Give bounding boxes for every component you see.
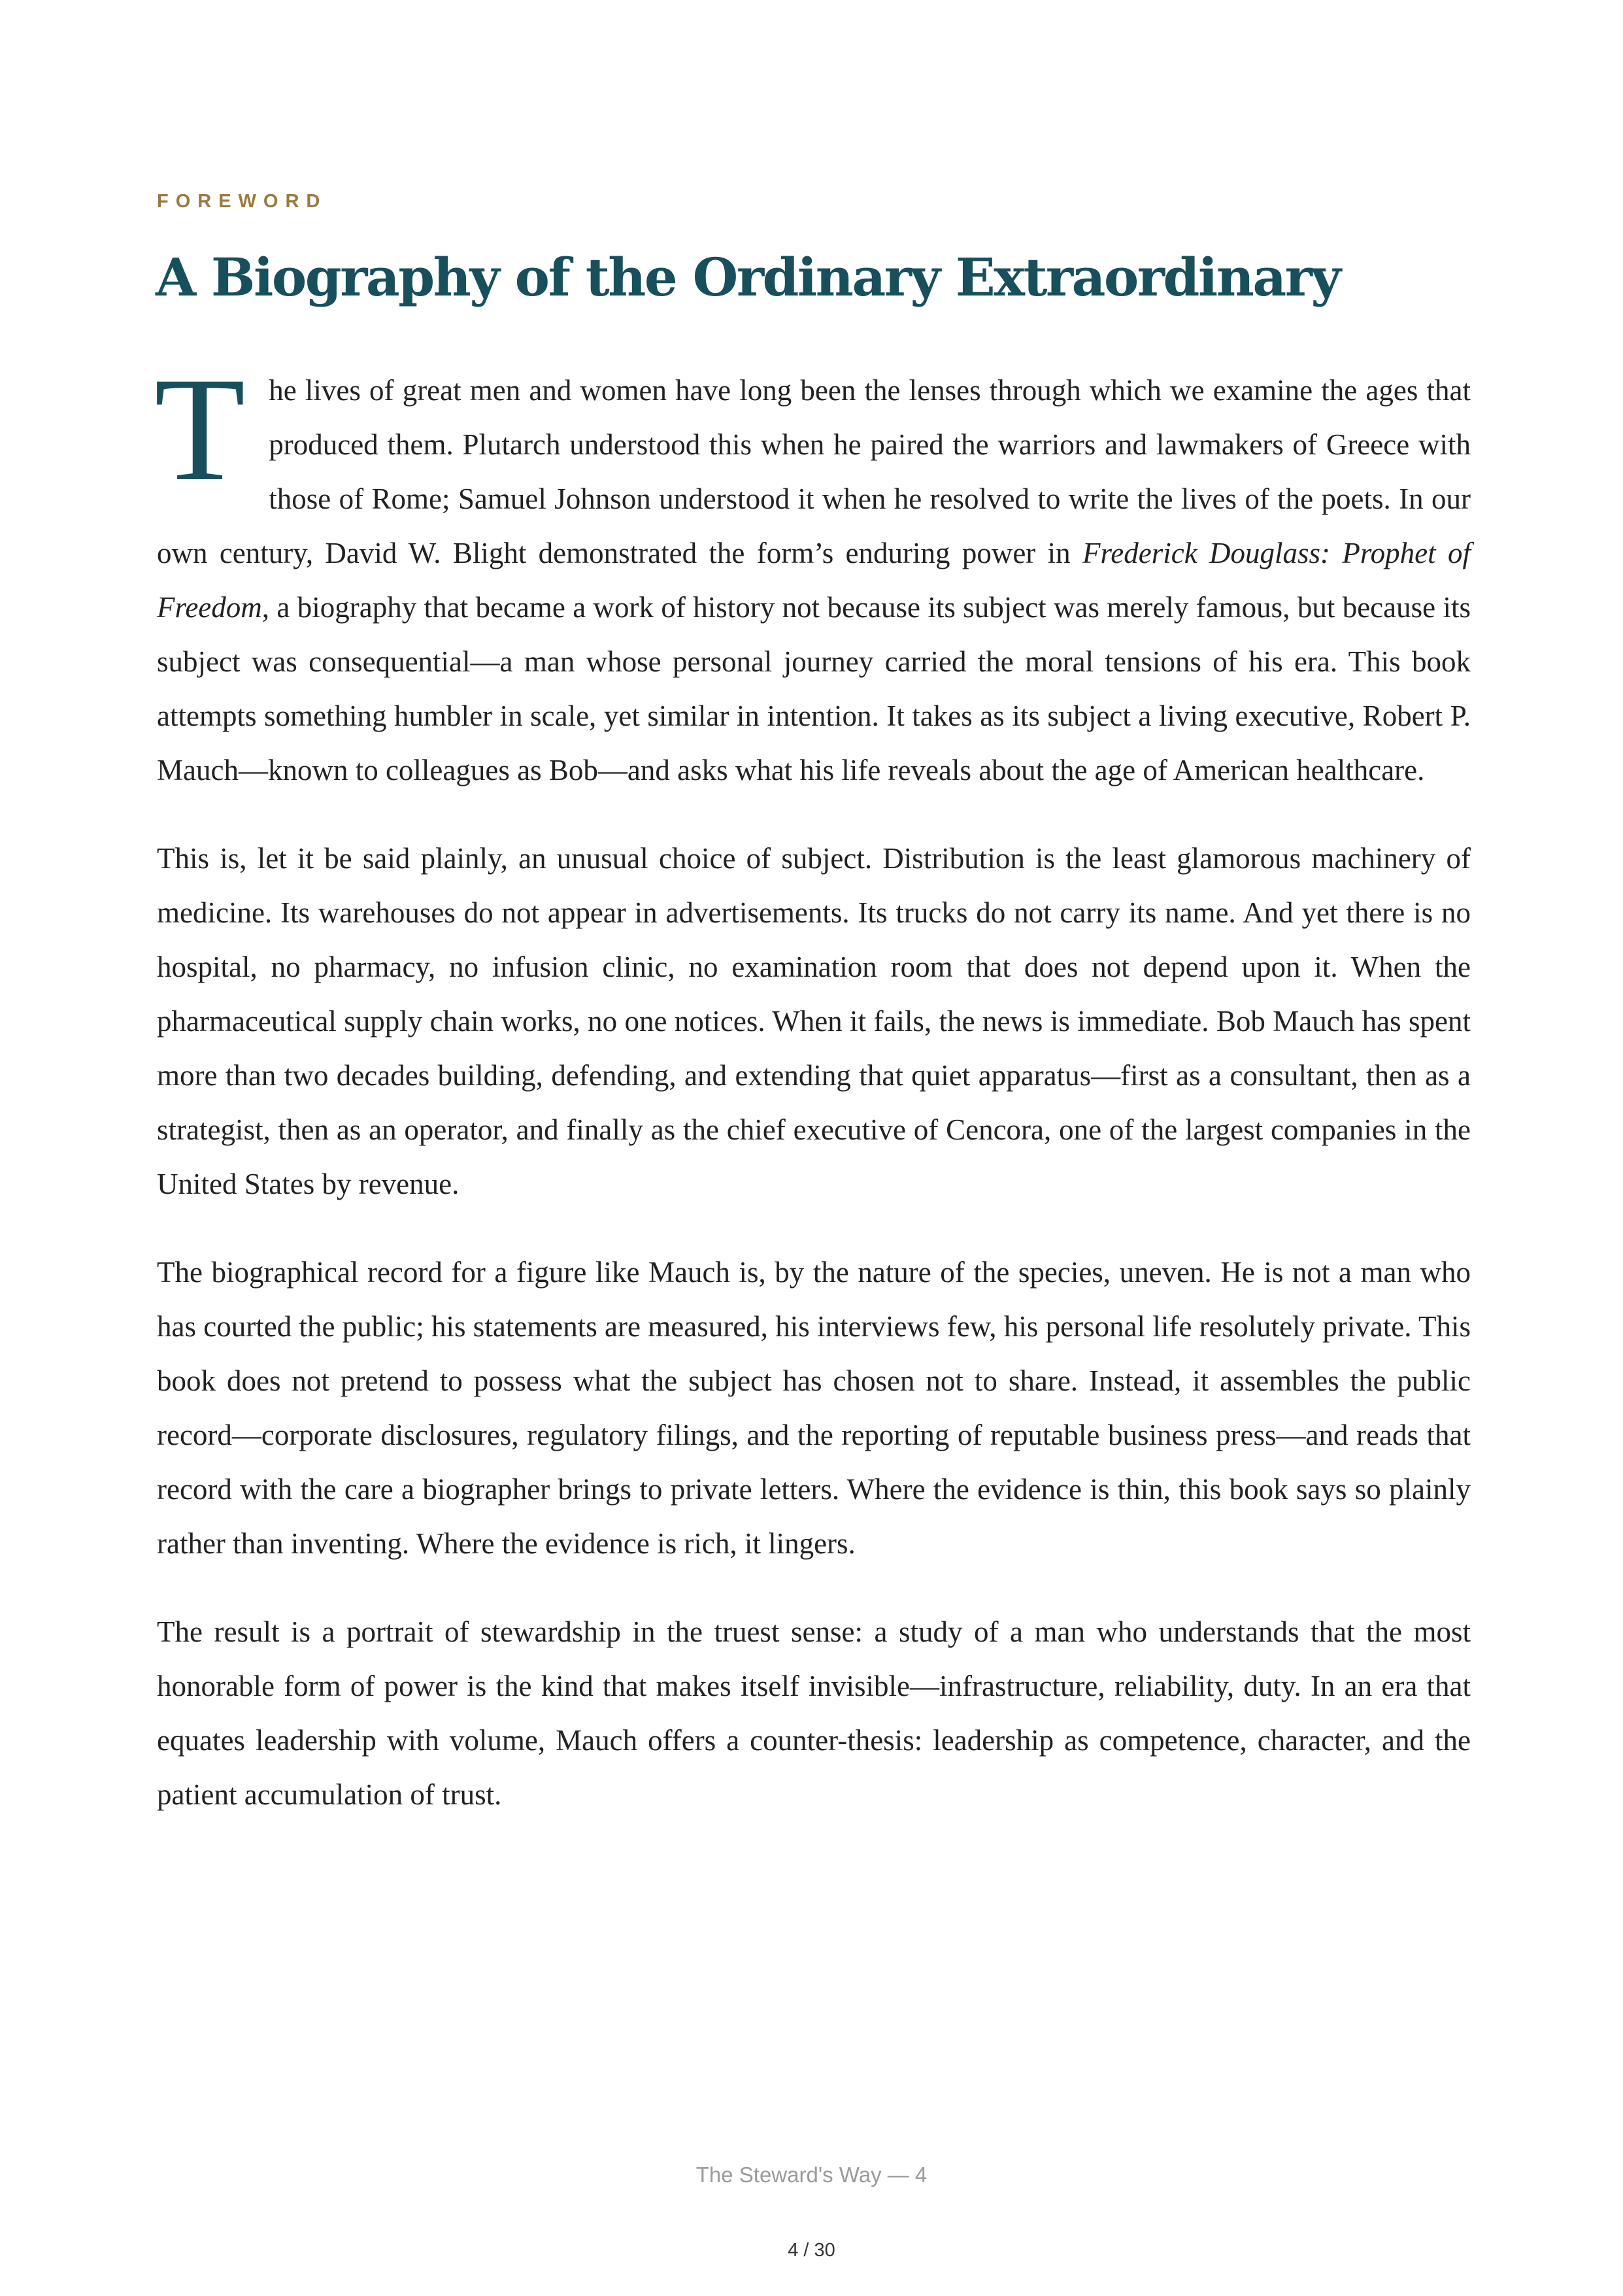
page-title: A Biography of the Ordinary Extraordinary bbox=[156, 246, 1340, 308]
paragraph-3: The biographical record for a figure like Mauch is, by the nature of the species, uneven. He is not a man who has courted the public; his statements are measured, his interviews few, his personal life resolutely private. This book does not pretend to possess what the subject has chosen not to share. Instead, it assembles the public record—corporate disclosures, regulatory filings, and the reporting of reputable business press—and reads that record with the care a biographer brings to private letters. Where the evidence is thin, this book says so plainly rather than inventing. Where the evidence is rich, it lingers. bbox=[157, 1256, 1471, 1560]
section-label: FOREWORD bbox=[157, 191, 327, 212]
paragraph-1-text-a: he lives of great men and women have long been the lenses through which we examine the ages that produced them. Plutarch understood this when he paired the warriors and lawmakers of Greece with those of Rome; Samuel Johnson understood it when he resolved to write the lives of the poets. In our own century, David W. Blight demonstrated the form’s enduring power in bbox=[157, 374, 1471, 569]
paragraph-4: The result is a portrait of stewardship in the truest sense: a study of a man who understands that the most honorable form of power is the kind that makes itself invisible—infrastructure, reliability, duty. In an era that equates leadership with volume, Mauch offers a counter-thesis: leadership as competence, character, and the patient accumulation of trust. bbox=[157, 1615, 1471, 1811]
cited-book-title: Frederick Douglass: Prophet of Freedom bbox=[157, 537, 1471, 624]
body-text bbox=[154, 347, 1471, 1856]
paragraph-1 bbox=[154, 347, 1471, 798]
paragraph-2: This is, let it be said plainly, an unusual choice of subject. Distribution is the least glamorous machinery of medicine. Its warehouses do not appear in advertisements. Its trucks do not carry its name. And yet there is no hospital, no pharmacy, no infusion clinic, no examination room that does not depend upon it. When the pharmaceutical supply chain works, no one notices. When it fails, the news is immediate. Bob Mauch has spent more than two decades building, defending, and extending that quiet apparatus—first as a consultant, then as a strategist, then as an operator, and finally as the chief executive of Cencora, one of the largest companies in the United States by revenue. bbox=[157, 842, 1471, 1200]
page-indicator: 4 / 30 bbox=[788, 2240, 835, 2261]
running-footer: The Steward's Way — 4 bbox=[695, 2163, 928, 2187]
paragraph-1-text-b: , a biography that became a work of history not because its subject was merely famous, but because its subject was consequential—a man whose personal journey carried the moral tensions of his era. This book attempts something humbler in scale, yet similar in intention. It takes as its subject a living executive, Robert P. Mauch—known to colleagues as Bob—and asks what his life reveals about the age of American healthcare. bbox=[157, 591, 1471, 786]
drop-cap: T bbox=[154, 347, 246, 512]
